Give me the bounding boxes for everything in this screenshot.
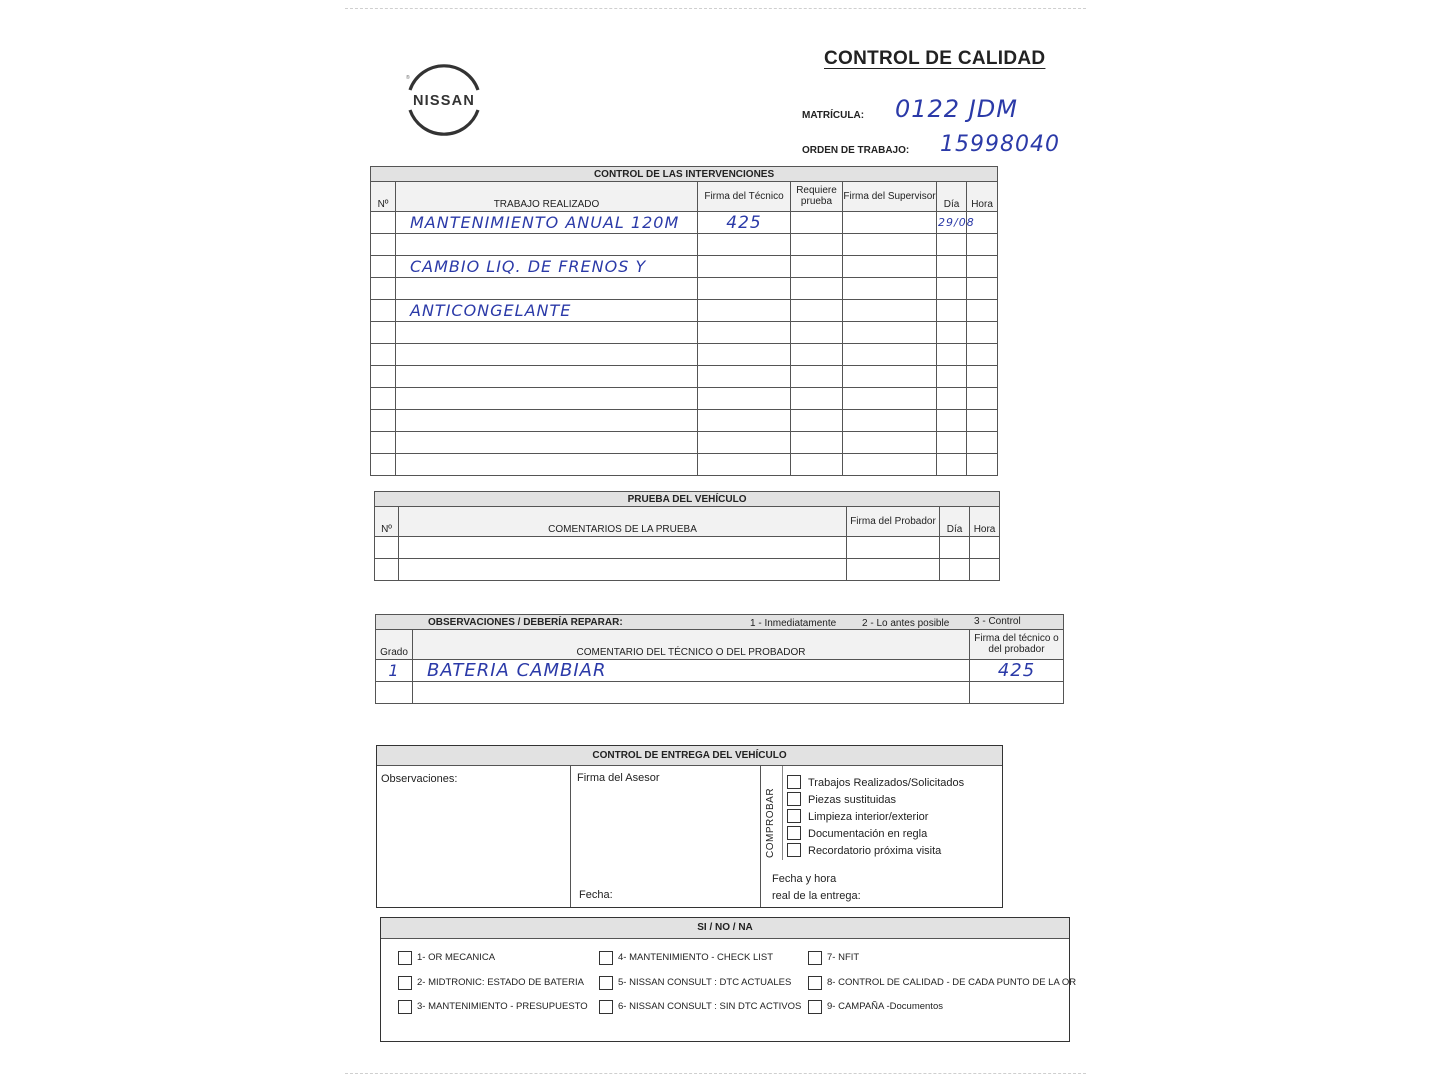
grade-3-label: 3 - Control (974, 616, 1021, 627)
entrega-title: CONTROL DE ENTREGA DEL VEHÍCULO (377, 746, 1002, 766)
svg-text:®: ® (406, 75, 410, 81)
dia-cell (937, 234, 967, 256)
si-no-na-label: 7- NFIT (827, 952, 860, 963)
trabajo-cell (396, 454, 698, 476)
si-no-na-checkbox[interactable] (808, 951, 822, 965)
si-no-na-label: 6- NISSAN CONSULT : SIN DTC ACTIVOS (618, 1001, 802, 1012)
matricula-label: MATRÍCULA: (802, 110, 865, 121)
dia-cell (937, 322, 967, 344)
entrega-check-label: Documentación en regla (808, 828, 928, 840)
table-row (371, 366, 998, 388)
trabajo-cell (396, 432, 698, 454)
col-no: Nº (371, 182, 396, 212)
entrega-checkbox[interactable] (787, 809, 801, 823)
si-no-na-checkbox[interactable] (808, 976, 822, 990)
observaciones-table (375, 614, 1064, 704)
obs-col-grado: Grado (376, 630, 413, 660)
si-no-na-title: SI / NO / NA (381, 918, 1069, 939)
entrega-checkbox[interactable] (787, 792, 801, 806)
si-no-na-label: 3- MANTENIMIENTO - PRESUPUESTO (417, 1001, 588, 1012)
entrega-checkbox[interactable] (787, 826, 801, 840)
matricula-value: 0122 JDM (895, 95, 1018, 123)
intervenciones-table (370, 166, 998, 476)
orden-label: ORDEN DE TRABAJO: (802, 145, 910, 156)
entrega-checkbox[interactable] (787, 843, 801, 857)
table-row (371, 278, 998, 300)
trabajo-cell (396, 322, 698, 344)
dia-cell (937, 432, 967, 454)
real-entrega-label: real de la entrega: (772, 890, 861, 902)
tecnico-cell (698, 366, 791, 388)
trabajo-cell: MANTENIMIENTO ANUAL 120M (396, 212, 698, 234)
trabajo-cell (396, 388, 698, 410)
si-no-na-checkbox[interactable] (808, 1000, 822, 1014)
table-row (376, 682, 1064, 704)
entrega-check-label: Piezas sustituidas (808, 794, 897, 806)
col-hora: Hora (967, 182, 998, 212)
divider (570, 766, 571, 907)
table-row (375, 559, 1000, 581)
divider (760, 766, 761, 907)
intervenciones-title: CONTROL DE LAS INTERVENCIONES (371, 167, 998, 182)
tecnico-cell (698, 322, 791, 344)
table-row (371, 388, 998, 410)
si-no-na-checkbox[interactable] (398, 951, 412, 965)
prueba-col-dia: Día (940, 507, 970, 537)
dia-cell (937, 300, 967, 322)
firma-cell (970, 682, 1064, 704)
tecnico-cell (698, 278, 791, 300)
tecnico-cell (698, 454, 791, 476)
entrega-box (376, 745, 1003, 908)
page-title: CONTROL DE CALIDAD (824, 48, 1046, 69)
col-dia: Día (937, 182, 967, 212)
trabajo-cell: CAMBIO LIQ. DE FRENOS Y (396, 256, 698, 278)
nissan-logo (398, 62, 490, 138)
tecnico-cell (698, 300, 791, 322)
table-row (376, 660, 1064, 682)
obs-col-firma: Firma del técnico o del probador (970, 630, 1064, 660)
dia-cell (937, 410, 967, 432)
comprobar-label: COMPROBAR (765, 787, 776, 858)
tecnico-cell (698, 410, 791, 432)
prueba-col-firma: Firma del Probador (847, 507, 940, 537)
tecnico-cell (698, 256, 791, 278)
si-no-na-checkbox[interactable] (398, 976, 412, 990)
tecnico-cell (698, 344, 791, 366)
si-no-na-label: 2- MIDTRONIC: ESTADO DE BATERIA (417, 977, 584, 988)
prueba-table (374, 491, 1000, 581)
col-trabajo: TRABAJO REALIZADO (396, 182, 698, 212)
firma-asesor-label: Firma del Asesor (577, 772, 660, 784)
table-row (375, 537, 1000, 559)
table-row (371, 410, 998, 432)
tecnico-cell: 425 (698, 212, 791, 234)
entrega-checkbox[interactable] (787, 775, 801, 789)
comentario-cell (413, 682, 970, 704)
si-no-na-label: 9- CAMPAÑA -Documentos (827, 1001, 943, 1012)
prueba-title: PRUEBA DEL VEHÍCULO (375, 492, 1000, 507)
si-no-na-label: 4- MANTENIMIENTO - CHECK LIST (618, 952, 774, 963)
entrega-check-label: Recordatorio próxima visita (808, 845, 942, 857)
comentario-cell: BATERIA CAMBIAR (413, 660, 970, 682)
entrega-check-label: Limpieza interior/exterior (808, 811, 929, 823)
dia-cell (937, 278, 967, 300)
dia-cell (937, 388, 967, 410)
si-no-na-checkbox[interactable] (599, 1000, 613, 1014)
firma-cell: 425 (970, 660, 1064, 682)
col-firma-tecnico: Firma del Técnico (698, 182, 791, 212)
table-row (371, 454, 998, 476)
trabajo-cell (396, 344, 698, 366)
dia-cell (937, 366, 967, 388)
prueba-col-hora: Hora (970, 507, 1000, 537)
dia-cell (937, 454, 967, 476)
tecnico-cell (698, 432, 791, 454)
trabajo-cell: ANTICONGELANTE (396, 300, 698, 322)
tecnico-cell (698, 234, 791, 256)
trabajo-cell (396, 410, 698, 432)
grado-cell: 1 (376, 660, 413, 682)
table-row (371, 322, 998, 344)
observaciones-title: OBSERVACIONES / DEBERÍA REPARAR: (428, 616, 623, 628)
logo-text: NISSAN (413, 93, 475, 109)
table-row (371, 300, 998, 322)
table-row (371, 344, 998, 366)
si-no-na-checkbox[interactable] (599, 951, 613, 965)
dia-cell (937, 256, 967, 278)
si-no-na-checkbox[interactable] (398, 1000, 412, 1014)
tecnico-cell (698, 388, 791, 410)
table-row (371, 234, 998, 256)
si-no-na-checkbox[interactable] (599, 976, 613, 990)
table-row (371, 212, 998, 234)
dia-cell (937, 344, 967, 366)
table-row (371, 432, 998, 454)
si-no-na-label: 8- CONTROL DE CALIDAD - DE CADA PUNTO DE LA OR (827, 977, 1077, 988)
entrega-observaciones-label: Observaciones: (381, 773, 458, 785)
grado-cell (376, 682, 413, 704)
trabajo-cell (396, 278, 698, 300)
dia-cell: 29/08 (937, 212, 967, 234)
fecha-label: Fecha: (579, 889, 613, 901)
entrega-check-label: Trabajos Realizados/Solicitados (808, 777, 965, 789)
orden-value: 15998040 (940, 132, 1060, 157)
obs-col-comentario: COMENTARIO DEL TÉCNICO O DEL PROBADOR (413, 630, 970, 660)
trabajo-cell (396, 234, 698, 256)
si-no-na-label: 1- OR MECANICA (417, 952, 496, 963)
grade-2-label: 2 - Lo antes posible (862, 618, 950, 629)
prueba-col-no: Nº (375, 507, 399, 537)
grade-1-label: 1 - Inmediatamente (750, 618, 837, 629)
trabajo-cell (396, 366, 698, 388)
fecha-hora-label: Fecha y hora (772, 873, 837, 885)
prueba-col-comentarios: COMENTARIOS DE LA PRUEBA (399, 507, 847, 537)
col-requiere-prueba: Requiere prueba (791, 182, 843, 212)
table-row (371, 256, 998, 278)
col-firma-supervisor: Firma del Supervisor (843, 182, 937, 212)
si-no-na-label: 5- NISSAN CONSULT : DTC ACTUALES (618, 977, 792, 988)
